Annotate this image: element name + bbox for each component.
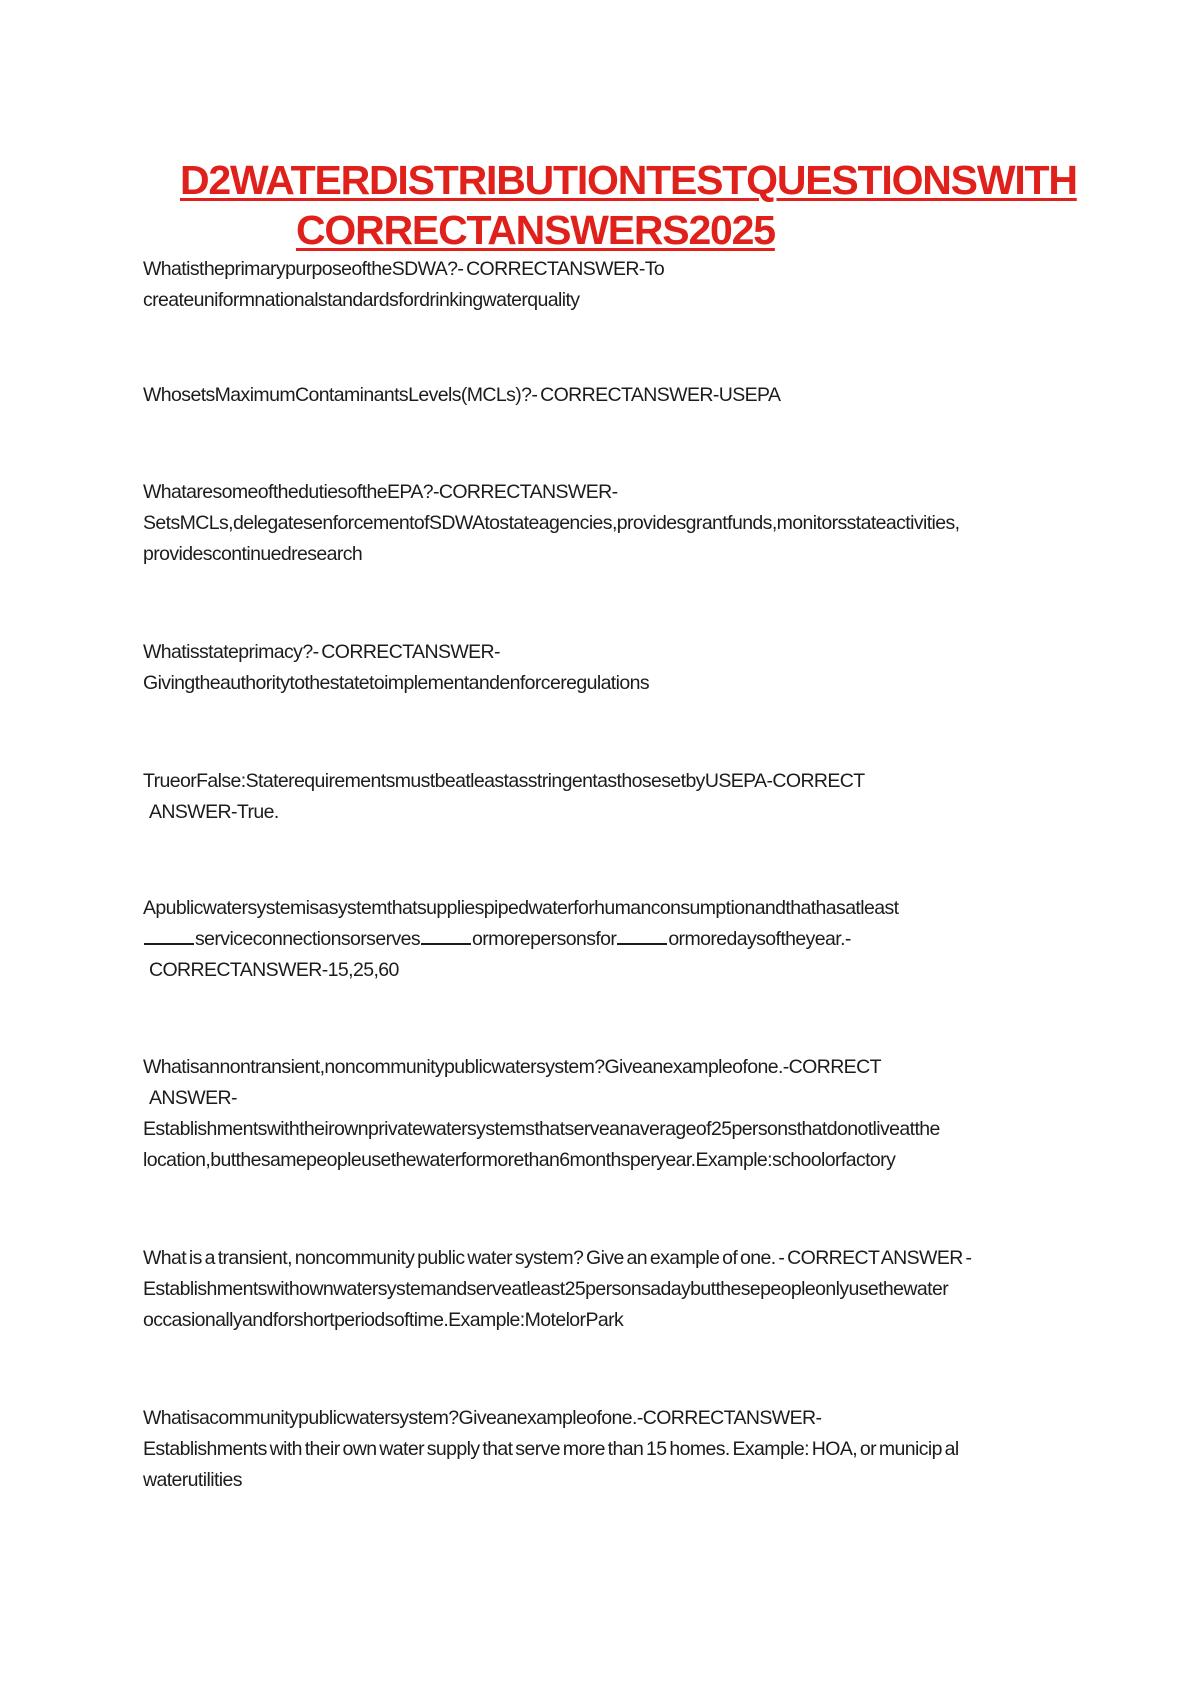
qa-line-with-blanks: [143, 924, 1083, 955]
qa-line: SetsMCLs,delegatesenforcementofSDWAtostateagencies,providesgrantfunds,monitorsstateactivities,: [143, 512, 960, 534]
qa-line: ANSWER-: [149, 1087, 237, 1109]
qa-line: Apublicwatersystemisasystemthatsuppliespipedwaterforhumanconsumptionandthathasatleast: [143, 897, 899, 919]
qa-line: What is a transient, noncommunity public water system? Give an example of one. - CORRECT ANSWER -: [143, 1247, 972, 1269]
qa-item-6: [143, 893, 1083, 986]
qa-item-2: [143, 380, 1083, 411]
answer-blank: [421, 925, 471, 945]
qa-line: occasionallyandforshortperiodsoftime.Example:MotelorPark: [143, 1309, 624, 1331]
qa-line: Establishmentswiththeirownprivatewatersystemsthatserveanaverageof25personsthatdonotliveatthe: [143, 1118, 940, 1140]
qa-item-7: [143, 1052, 1083, 1176]
qa-item-3: [143, 477, 1083, 570]
qa-line: Givingtheauthoritytothestatetoimplementandenforceregulations: [143, 672, 650, 694]
qa-item-4: [143, 637, 1083, 699]
qa-line: ANSWER-True.: [149, 801, 279, 823]
answer-blank: [144, 925, 194, 945]
qa-line: createuniformnationalstandardsfordrinkingwaterquality: [143, 289, 580, 311]
qa-line: WhatistheprimarypurposeoftheSDWA?- CORRECTANSWER-To: [143, 258, 665, 280]
qa-item-5: [143, 766, 1083, 828]
qa-line: WhataresomeofthedutiesoftheEPA?-CORRECTANSWER-: [143, 481, 618, 503]
qa-text: ormoredaysoftheyear.-: [668, 928, 851, 950]
qa-line: Whatisannontransient,noncommunitypublicwatersystem?Giveanexampleofone.-CORRECT: [143, 1056, 881, 1078]
qa-text: ormorepersonsfor: [472, 928, 617, 950]
qa-item-1: [143, 254, 1083, 316]
qa-line: Whatisstateprimacy?- CORRECTANSWER-: [143, 641, 500, 663]
qa-line: Establishments with their own water supply that serve more than 15 homes. Example: HOA, or municip al: [143, 1438, 959, 1460]
qa-text: serviceconnectionsorserves: [195, 928, 421, 950]
qa-line: providescontinuedresearch: [143, 543, 363, 565]
qa-item-8: [143, 1243, 1083, 1336]
qa-line: CORRECTANSWER-15,25,60: [149, 959, 399, 981]
qa-line: waterutilities: [143, 1469, 242, 1491]
qa-item-9: [143, 1403, 1083, 1496]
document-title-line-1: D2WATERDISTRIBUTIONTESTQUESTIONSWITH: [180, 157, 1077, 203]
qa-line: Establishmentswithownwatersystemandserveatleast25personsadaybutthesepeopleonlyusethewater: [143, 1278, 949, 1300]
document-title-line-2: CORRECTANSWERS2025: [296, 207, 775, 253]
answer-blank: [617, 925, 667, 945]
qa-line: location,butthesamepeopleusethewaterformorethan6monthsperyear.Example:schoolorfactory: [143, 1149, 896, 1171]
qa-line: Whatisacommunitypublicwatersystem?Giveanexampleofone.-CORRECTANSWER-: [143, 1407, 822, 1429]
qa-line: WhosetsMaximumContaminantsLevels(MCLs)?- CORRECTANSWER-USEPA: [143, 384, 781, 406]
qa-line: TrueorFalse:StaterequirementsmustbeatleastasstringentasthosesetbyUSEPA-CORRECT: [143, 770, 865, 792]
